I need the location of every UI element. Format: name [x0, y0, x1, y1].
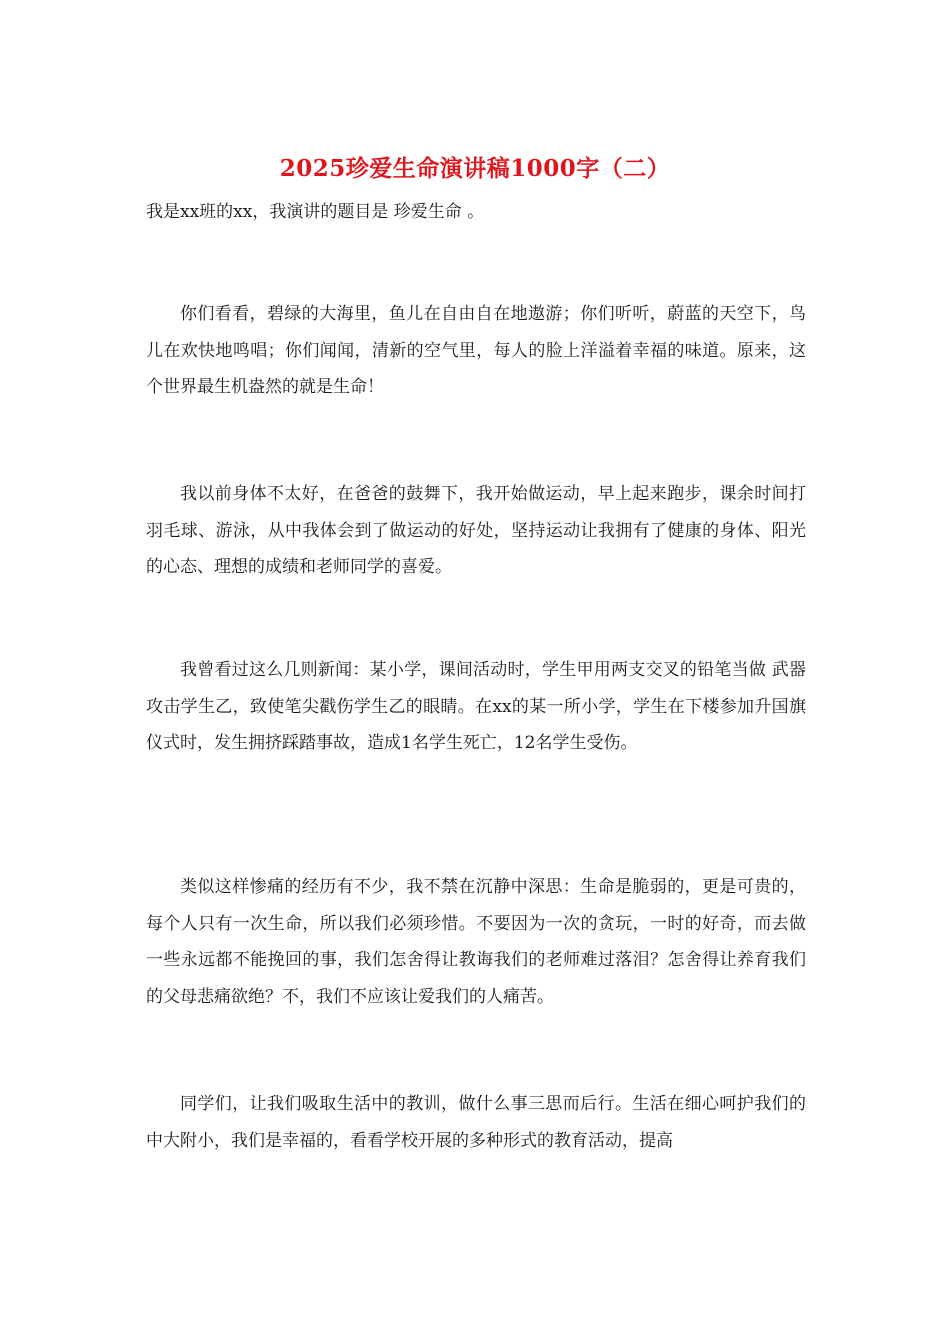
paragraph-5: 同学们，让我们吸取生活中的教训，做什么事三思而后行。生活在细心呵护我们的中大附小，我们是幸福的，看看学校开展的多种形式的教育活动，提高 — [146, 1094, 806, 1151]
paragraph-4: 类似这样惨痛的经历有不少，我不禁在沉静中深思：生命是脆弱的，更是可贵的，每个人只有一次生命，所以我们必须珍惜。不要因为一次的贪玩，一时的好奇，而去做一些永远都不能挽回的事，我们怎舍得让教诲我们的老师难过落泪？怎舍得让养育我们的父母悲痛欲绝？不，我们不应该让爱我们的人痛苦。 — [146, 877, 806, 1007]
intro-line: 我是xx班的xx，我演讲的题目是 珍爱生命 。 — [146, 202, 485, 222]
paragraph-2: 我以前身体不太好，在爸爸的鼓舞下，我开始做运动，早上起来跑步，课余时间打羽毛球、游泳，从中我体会到了做运动的好处，坚持运动让我拥有了健康的身体、阳光的心态、理想的成绩和老师同学的喜爱。 — [146, 484, 806, 577]
paragraph-1: 你们看看，碧绿的大海里，鱼儿在自由自在地遨游；你们听听，蔚蓝的天空下，鸟儿在欢快地鸣唱；你们闻闻，清新的空气里，每人的脸上洋溢着幸福的味道。原来，这个世界最生机盎然的就是生命！ — [146, 304, 806, 397]
document-title: 2025珍爱生命演讲稿1000字（二） — [279, 155, 671, 182]
paragraph-3: 我曾看过这么几则新闻：某小学，课间活动时，学生甲用两支交叉的铅笔当做 武器 攻击学生乙，致使笔尖戳伤学生乙的眼睛。在xx的某一所小学，学生在下楼参加升国旗仪式时，发生拥挤踩踏事故，造成1名学生死亡，12名学生受伤。 — [146, 660, 806, 753]
